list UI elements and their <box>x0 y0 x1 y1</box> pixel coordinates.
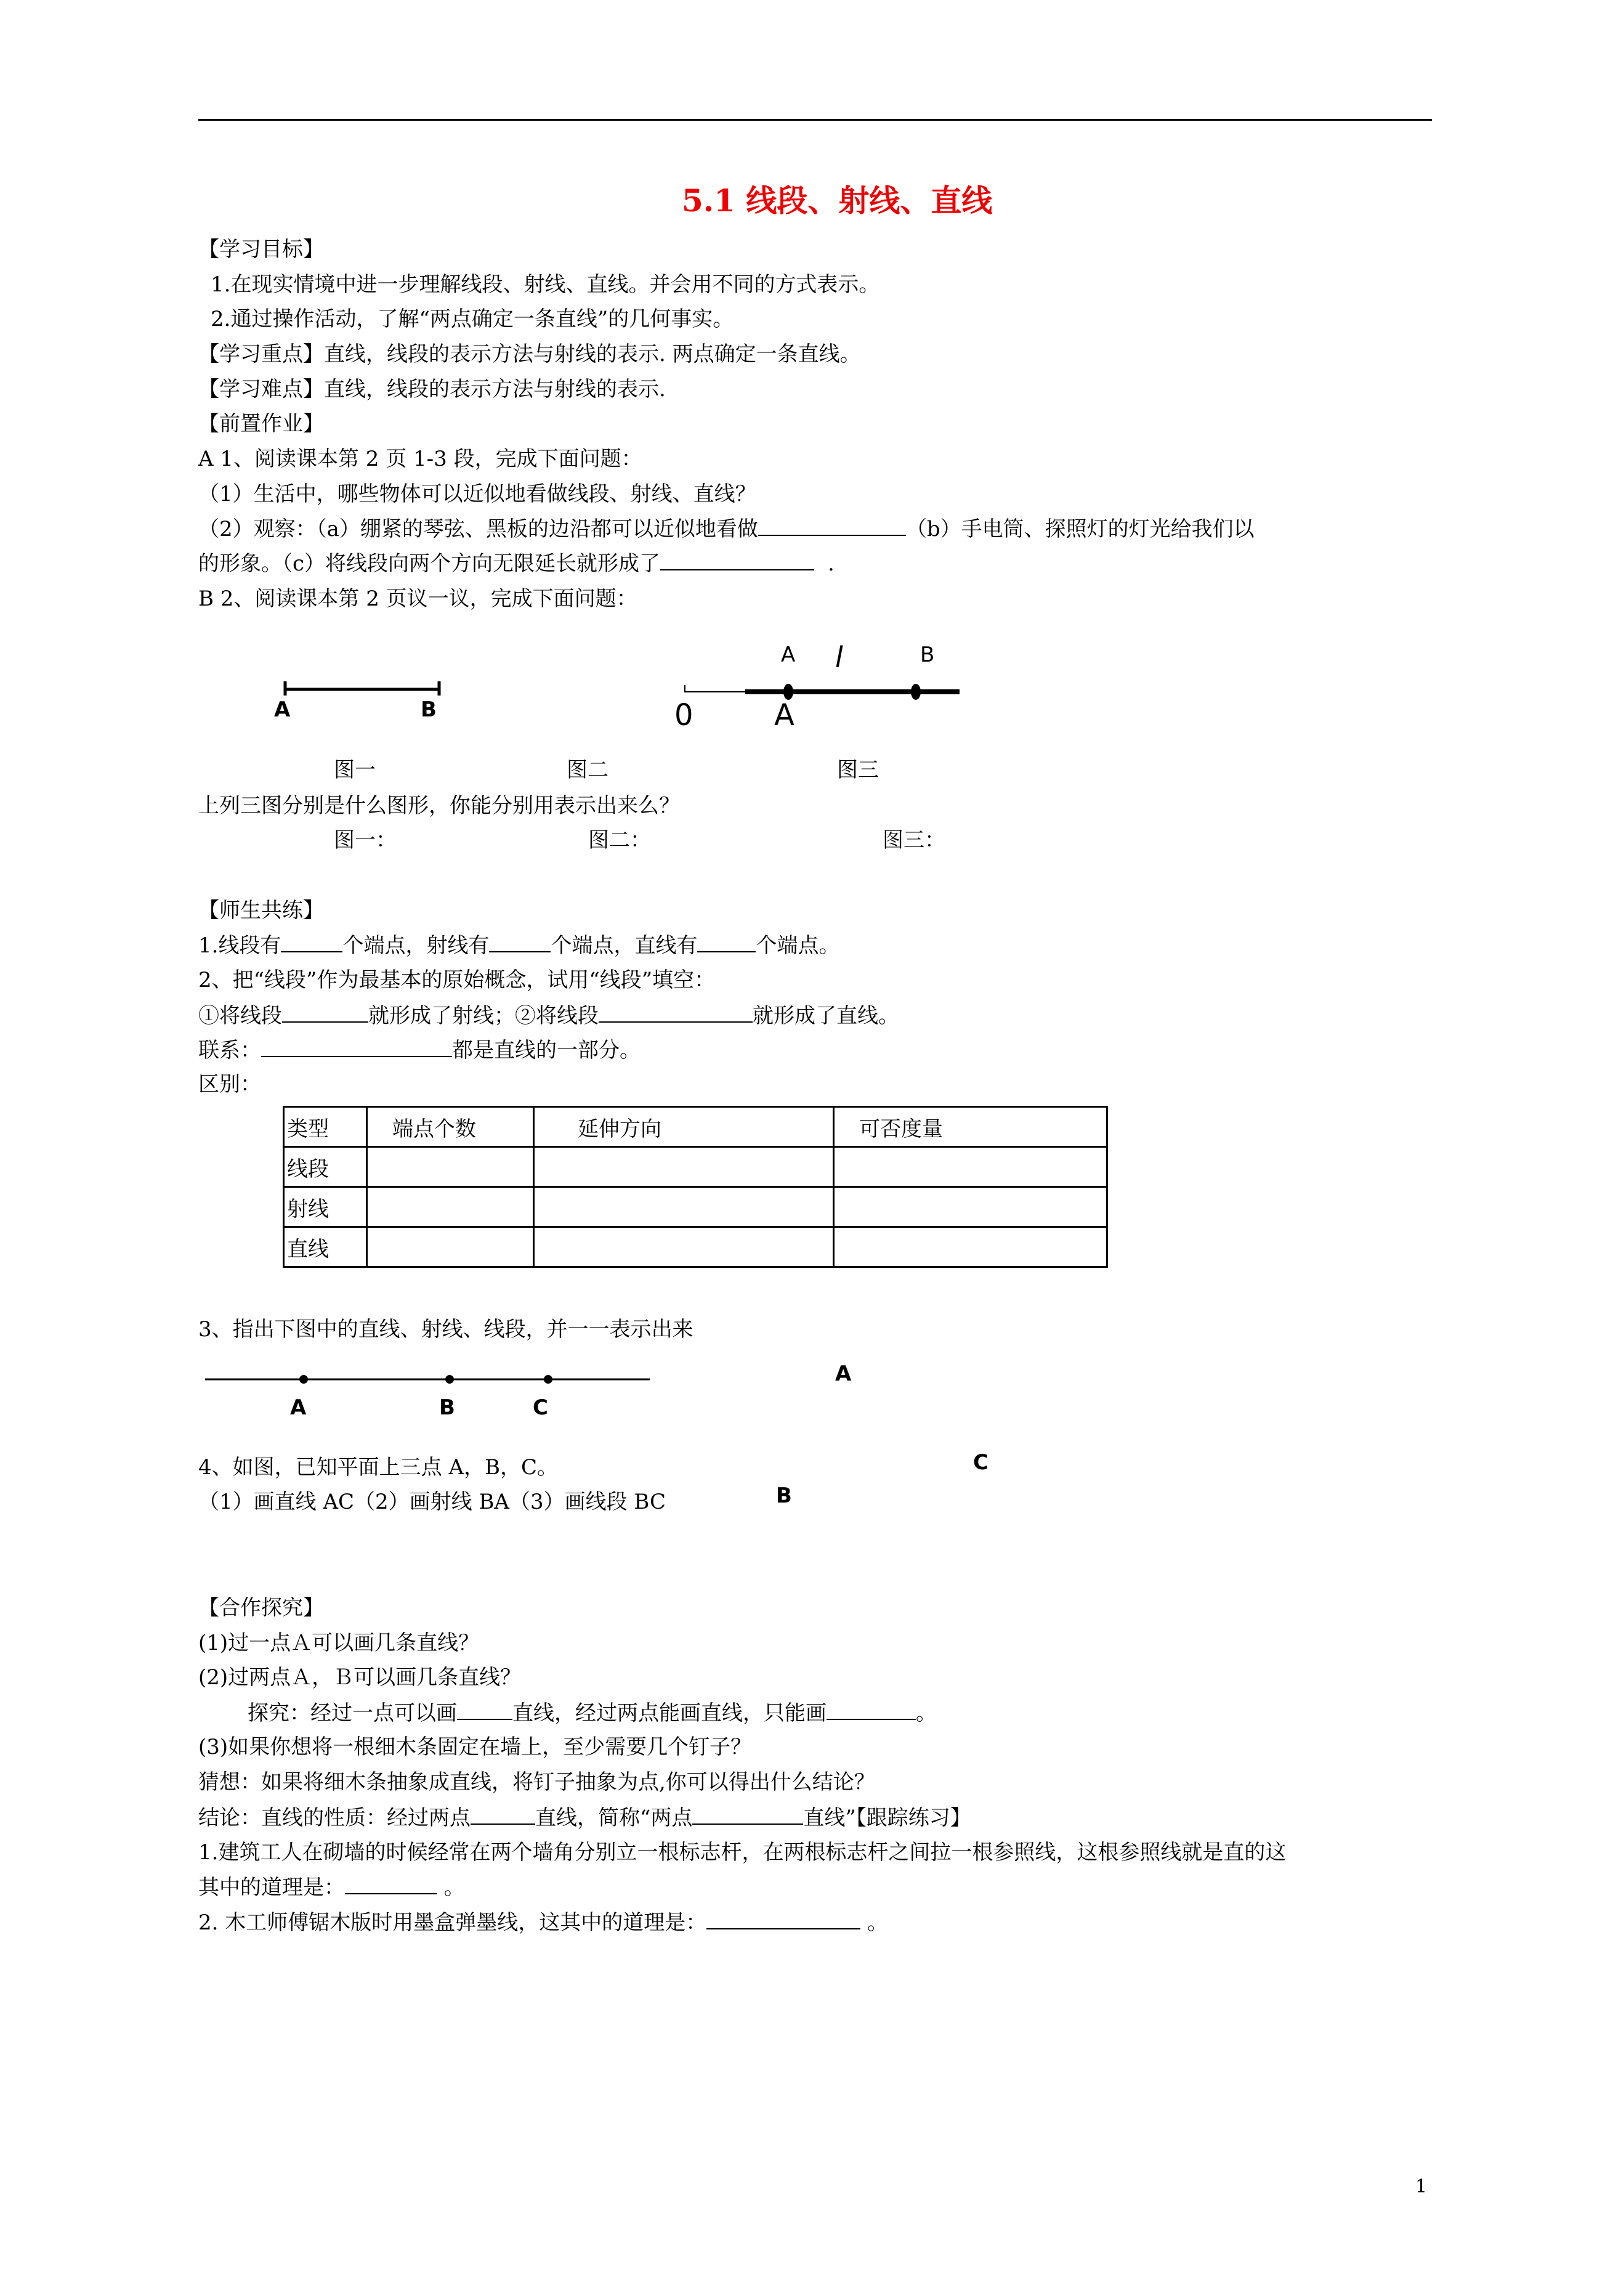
explore-probe <box>248 1700 937 1726</box>
preview-a1: A 1、阅读课本第 2 页 1-3 段，完成下面问题： <box>198 447 642 471</box>
blank[interactable] <box>471 1805 535 1825</box>
preview-q2-part3: 的形象。（c）将线段向两个方向无限延长就形成了 <box>198 551 661 576</box>
ray-point-b <box>911 684 921 700</box>
probe-part1: 探究：经过一点可以画 <box>248 1701 457 1726</box>
tracking-q2 <box>198 1910 888 1935</box>
practice-q1 <box>198 933 839 958</box>
practice-q2-part1: ①将线段 <box>198 1004 282 1028</box>
figure-line-abc <box>200 1371 656 1389</box>
preview-b2: B 2、阅读课本第 2 页议一议，完成下面问题： <box>198 586 637 611</box>
blank[interactable] <box>345 1875 437 1894</box>
tracking-q2-label: 2. 木工师傅锯木版时用墨盒弹墨线，这其中的道理是： <box>198 1910 707 1935</box>
point-a <box>299 1375 308 1384</box>
practice-relation <box>198 1037 641 1063</box>
tracking-q2-end: 。 <box>860 1910 889 1935</box>
practice-q4: 4、如图，已知平面上三点 A，B，C。 <box>198 1455 558 1480</box>
explore-guess: 猜想：如果将细木条抽象成直线，将钉子抽象为点,你可以得出什么结论？ <box>198 1770 875 1795</box>
table-header-cell: 延伸方向 <box>534 1107 834 1147</box>
difficulties-label: 【学习难点】 <box>198 377 324 402</box>
q4-point-c: C <box>973 1450 988 1475</box>
table-row <box>284 1187 1107 1227</box>
table-cell-type: 射线 <box>284 1187 367 1227</box>
probe-part2: 直线，经过两点能画直线，只能画 <box>512 1701 827 1726</box>
objectives-heading: 【学习目标】 <box>198 237 324 262</box>
preview-q2-end: . <box>828 551 835 576</box>
practice-heading: 【师生共练】 <box>198 898 324 923</box>
table-cell-type: 线段 <box>284 1147 367 1187</box>
figure-ray <box>677 678 967 715</box>
point-b <box>445 1375 454 1384</box>
explore-conclusion <box>198 1805 971 1830</box>
point-c <box>544 1375 552 1384</box>
blank[interactable] <box>697 933 756 952</box>
tracking-q1-line2 <box>198 1875 465 1900</box>
practice-q1-part4: 个端点。 <box>756 933 840 958</box>
blank[interactable] <box>261 1037 452 1057</box>
table-cell[interactable] <box>834 1227 1107 1267</box>
blank[interactable] <box>599 1003 753 1023</box>
table-cell[interactable] <box>367 1147 534 1187</box>
practice-q1-part3: 个端点，直线有 <box>551 933 698 958</box>
key-points-text: 直线，线段的表示方法与射线的表示. 两点确定一条直线。 <box>324 342 861 367</box>
fig1-label-b: B <box>421 697 437 722</box>
fig2-caption: 图二 <box>567 758 608 782</box>
fig3-label-b: B <box>920 643 935 667</box>
practice-q2-fill <box>198 1003 899 1028</box>
difficulties-text: 直线，线段的表示方法与射线的表示. <box>324 377 666 402</box>
tracking-q1-end: 。 <box>437 1875 465 1900</box>
page-title: 5.1 线段、射线、直线 <box>682 182 993 219</box>
practice-q1-part2: 个端点，射线有 <box>342 933 490 958</box>
explore-q3: (3)如果你想将一根细木条固定在墙上，至少需要几个钉子？ <box>198 1735 752 1759</box>
fig3-answer: 图三： <box>883 828 945 853</box>
table-cell[interactable] <box>534 1147 834 1187</box>
table-row <box>284 1227 1107 1267</box>
explore-heading: 【合作探究】 <box>198 1596 324 1620</box>
blank[interactable] <box>282 1003 368 1023</box>
blank[interactable] <box>489 933 551 952</box>
preview-heading: 【前置作业】 <box>198 412 324 436</box>
probe-part3: 。 <box>916 1701 937 1726</box>
comparison-table <box>283 1106 1108 1268</box>
table-cell[interactable] <box>534 1187 834 1227</box>
table-header-row <box>284 1107 1107 1147</box>
blank[interactable] <box>692 1805 803 1825</box>
fig1-label-a: A <box>274 697 291 722</box>
fig3-caption: 图三 <box>837 758 879 782</box>
fig3-label-o: 0 <box>674 698 693 732</box>
objective-item-1: 1.在现实情境中进一步理解线段、射线、直线。并会用不同的方式表示。 <box>211 272 880 297</box>
q4-point-b: B <box>776 1483 792 1508</box>
fig1-answer: 图一： <box>334 828 397 853</box>
fig2-answer: 图二： <box>588 828 651 853</box>
table-cell[interactable] <box>834 1187 1107 1227</box>
practice-q1-part1: 1.线段有 <box>198 933 281 958</box>
explore-q1: (1)过一点Ａ可以画几条直线？ <box>198 1631 480 1655</box>
q3-label-b: B <box>439 1395 455 1420</box>
conclusion-part2: 直线，简称“两点 <box>535 1806 693 1830</box>
q4-point-a: A <box>835 1361 852 1386</box>
practice-difference: 区别： <box>198 1072 261 1097</box>
blank[interactable] <box>457 1700 512 1720</box>
key-points-label: 【学习重点】 <box>198 342 324 367</box>
preview-q2-line2 <box>198 551 835 576</box>
table-cell[interactable] <box>367 1227 534 1267</box>
header-rule <box>198 119 1432 121</box>
fig3-label-a-top: A <box>781 643 796 667</box>
practice-q4-tasks: （1）画直线 AC（2）画射线 BA（3）画线段 BC <box>198 1490 666 1514</box>
table-header-cell: 端点个数 <box>367 1107 534 1147</box>
blank[interactable] <box>758 516 906 536</box>
tracking-q1-line1: 1.建筑工人在砌墙的时候经常在两个墙角分别立一根标志杆，在两根标志杆之间拉一根参照线，这根参照线就是直的这 <box>198 1840 1287 1865</box>
explore-q2: (2)过两点Ａ，Ｂ可以画几条直线？ <box>198 1665 522 1690</box>
objective-item-2: 2.通过操作活动，了解“两点确定一条直线”的几何事实。 <box>211 307 734 331</box>
preview-q2-part2: （b）手电筒、探照灯的灯光给我们以 <box>905 517 1255 542</box>
table-cell[interactable] <box>534 1227 834 1267</box>
fig-question: 上列三图分别是什么图形，你能分别用表示出来么？ <box>198 793 680 818</box>
conclusion-part1: 结论：直线的性质：经过两点 <box>198 1806 471 1830</box>
blank[interactable] <box>827 1700 916 1720</box>
table-cell-type: 直线 <box>284 1227 367 1267</box>
table-cell[interactable] <box>367 1187 534 1227</box>
page-number: 1 <box>1415 2176 1428 2197</box>
practice-q2: 2、把“线段”作为最基本的原始概念，试用“线段”填空： <box>198 968 716 992</box>
q3-label-c: C <box>533 1395 548 1420</box>
preview-q2-line1 <box>198 516 1255 542</box>
table-header-cell: 可否度量 <box>834 1107 1107 1147</box>
relation-text: 都是直线的一部分。 <box>452 1038 641 1063</box>
fig3-label-l: l <box>835 641 843 674</box>
practice-q3: 3、指出下图中的直线、射线、线段，并一一表示出来 <box>198 1317 693 1342</box>
conclusion-part3: 直线”【跟踪练习】 <box>803 1806 971 1830</box>
fig3-label-a-bottom: A <box>774 698 794 732</box>
difficulties <box>198 377 666 402</box>
blank[interactable] <box>660 551 814 570</box>
q3-label-a: A <box>290 1395 307 1420</box>
blank[interactable] <box>281 933 342 952</box>
preview-q2-part1: （2）观察：（a）绷紧的琴弦、黑板的边沿都可以近似地看做 <box>198 517 758 542</box>
table-cell[interactable] <box>834 1147 1107 1187</box>
practice-q2-part2: 就形成了射线；②将线段 <box>368 1004 599 1028</box>
table-header-cell: 类型 <box>284 1107 367 1147</box>
preview-q1: （1）生活中，哪些物体可以近似地看做线段、射线、直线？ <box>198 482 756 506</box>
key-points <box>198 342 861 367</box>
fig1-caption: 图一 <box>334 758 376 782</box>
practice-q2-part3: 就形成了直线。 <box>753 1004 899 1028</box>
blank[interactable] <box>706 1910 860 1929</box>
tracking-q1-label: 其中的道理是： <box>198 1875 345 1900</box>
table-row <box>284 1147 1107 1187</box>
relation-label: 联系： <box>198 1038 261 1063</box>
